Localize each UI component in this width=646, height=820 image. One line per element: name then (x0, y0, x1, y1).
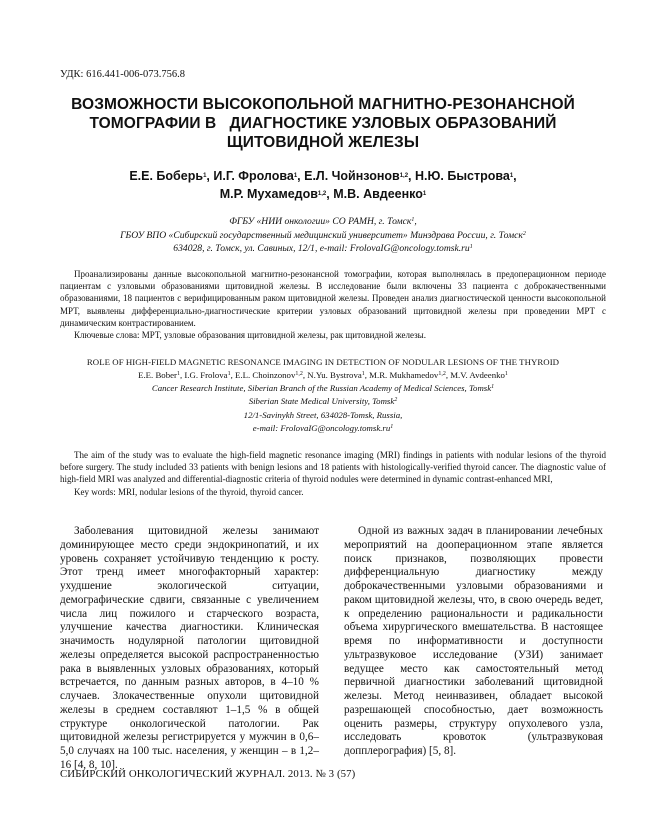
author-line-en: E.E. Bober$^1$, I.G. Frolova$^1$, E.L. Choinzonov$^{1,2}$, N.Yu. Bystrova$^1$, M.R. Mukhamedov$^{1,2}$, M.V. Avdeenko$^1$ (138, 370, 508, 380)
affiliation-text: 634028, г. Томск, ул. Савиных, 12/1, e-mail: FrolovaIG@oncology.tomsk.ru (173, 243, 470, 254)
author-list (40, 167, 606, 203)
title-en: ROLE OF HIGH-FIELD MAGNETIC RESONANCE IMAGING IN DETECTION OF NODULAR LESIONS OF THE THYROID (86, 357, 560, 367)
author-affiliation-mark: 1 (293, 173, 298, 179)
affiliation-mark: 2 (522, 230, 526, 237)
author-name-en: N.Yu. Bystrova (307, 370, 362, 380)
body-column-right (344, 525, 603, 759)
author-name: М.Р. Мухамедов (219, 187, 318, 201)
affiliation-text: Cancer Research Institute, Siberian Branch of the Russian Academy of Medical Sciences, Tomsk (151, 383, 492, 394)
affiliation-line (30, 229, 616, 243)
author-name: М.В. Авдеенко (333, 187, 423, 201)
author-affiliation-mark: 1,2 (317, 191, 327, 197)
body-paragraph: Одной из важных задач в планировании лечебных мероприятий на дооперационном этапе является поиск признаков, позволяющих провести дифференциальную диагностику между доброкачественными узловыми образованиями и раком щитовидной железы, что, в свою очередь ведет, к определению рациональности и радикальности объема хирургического вмешательства. В настоящее время по информативности и доступности ультразвуковое исследование (УЗИ) занимает ведущее место как самостоятельный метод первичной диагностики заболеваний щитовидной железы. Метод неинвазивен, обладает высокой разрешающей способностью, дает возможность оценить размеры, структуру опухолевого узла, исследовать кровоток (ультразвуковая допплерография) [5, 8]. (344, 525, 603, 757)
keywords-en: Key words: MRI, nodular lesions of the thyroid, thyroid cancer. (74, 486, 304, 497)
affiliation-text: Siberian State Medical University, Tomsk (248, 396, 395, 407)
abstract-ru (60, 268, 606, 341)
author-affiliation-mark: 1,2 (399, 173, 409, 179)
affiliation-line (30, 242, 616, 256)
author-name: Н.Ю. Быстрова (415, 169, 510, 183)
affiliation-en-line (40, 422, 606, 435)
author-affiliation-mark: 1,2 (295, 371, 303, 377)
author-affiliation-mark: 1,2 (438, 371, 446, 377)
body-column-left (60, 525, 319, 773)
affiliation-mark: 2 (394, 397, 398, 404)
author-name-en: I.G. Frolova (184, 370, 228, 380)
author-name: Е.Е. Боберь (129, 169, 204, 183)
author-affiliation-mark: 1 (361, 371, 365, 377)
author-line: Е.Е. Боберь$^1$, И.Г. Фролова$^1$, Е.Л. Чойнзонов$^{1,2}$, Н.Ю. Быстрова$^1$, (129, 169, 517, 183)
affiliation-text: ГБОУ ВПО «Сибирский государственный медицинский университет» Минздрава России, г. Томск (120, 229, 523, 241)
affiliation-en-line: 12/1-Savinykh Street, 634028-Tomsk, Russia, (243, 409, 403, 420)
author-line: М.Р. Мухамедов$^{1,2}$, М.В. Авдеенко$^1$ (219, 187, 427, 201)
abstract-en (60, 449, 606, 498)
affiliation-mark: 1 (469, 244, 473, 250)
author-affiliation-mark: 1 (504, 371, 508, 377)
article-title (40, 95, 606, 152)
title-line: ВОЗМОЖНОСТИ ВЫСОКОПОЛЬНОЙ МАГНИТНО-РЕЗОНАНСНОЙ (71, 96, 575, 113)
author-affiliation-mark: 1 (422, 191, 427, 197)
affiliation-text: e-mail: FrolovaIG@oncology.tomsk.ru (252, 422, 391, 433)
authors-affiliations-en (40, 369, 606, 435)
affiliation-en-line (40, 382, 606, 395)
author-affiliation-mark: 1 (227, 371, 231, 377)
body-paragraph: Заболевания щитовидной железы занимают доминирующее место среди эндокринопатий, и их уровень сохраняет устойчивую тенденцию к росту. Этот тренд имеет многофакторный характер: ухудшение экологической ситуации, демографические сдвиги, связанные с увеличением числа лиц пожилого и старческого возраста, улучшение качества диагностики. Клиническая значимость нодулярной патологии щитовидной железы определяется высокой распространенностью рака в выявленных узловых образованиях, который встречается, по данным разных авторов, в 4–10 % случаев. Злокачественные опухоли щитовидной железы в среднем составляют 1–1,5 % в общей структуре онкологической патологии. Рак щитовидной железы регистрируется у мужчин в 0,6–5,0 случаях на 100 тыс. населения, у женщин – в 1,2–16 [4, 8, 10]. (60, 525, 319, 771)
author-affiliation-mark: 1 (203, 173, 207, 179)
author-name-en: E.E. Bober (138, 370, 177, 380)
affiliation-mark: 1 (411, 217, 415, 223)
affiliation-mark: 1 (491, 384, 495, 391)
journal-footer: СИБИРСКИЙ ОНКОЛОГИЧЕСКИЙ ЖУРНАЛ. 2013. № 3 (57) (60, 768, 356, 780)
affiliations-ru (30, 215, 616, 256)
affiliation-text: ФГБУ «НИИ онкологии» СО РАМН, г. Томск (229, 216, 412, 227)
affiliation-en-line (40, 395, 606, 408)
udk-code: УДК: 616.441-006-073.756.8 (60, 69, 185, 80)
abstract-text: Проанализированы данные высокопольной магнитно-резонансной томографии, которая выполнялась в предоперационном периоде пациентам с узловыми образованиями щитовидной железы. В исследование были включены 33 пациента с доброкачественными образованиями, 18 пациентов с верифицированным раком щитовидной железы. Проведен анализ диагностической ценности высокопольной МРТ, выявлены дифференциально-диагностические критерии узловых образований щитовидной железы при проведении МРТ с динамическим контрастированием. (60, 269, 606, 328)
affiliation-line: ФГБУ «НИИ онкологии» СО РАМН, г. Томск$^1$, (229, 216, 417, 227)
title-line: ЩИТОВИДНОЙ ЖЕЛЕЗЫ (226, 134, 420, 151)
affiliation-mark: 1 (390, 423, 394, 430)
keywords-ru: Ключевые слова: МРТ, узловые образования щитовидной железы, рак щитовидной железы. (74, 330, 426, 341)
author-name: И.Г. Фролова (213, 169, 294, 183)
author-name-en: E.L. Choinzonov (235, 370, 296, 380)
author-affiliation-mark: 1 (176, 371, 180, 377)
author-affiliation-mark: 1 (509, 173, 514, 179)
author-name: Е.Л. Чойнзонов (304, 169, 400, 183)
author-name-en: M.R. Mukhamedov (369, 370, 439, 380)
abstract-text-en: The aim of the study was to evaluate the high-field magnetic resonance imaging (MRI) findings in patients with nodular lesions of the thyroid before surgery. The study included 33 patients with benign lesions and 18 patients with histologically-verified thyroid cancer. The diagnostic value of high-field MRI was analyzed and differential-diagnostic criteria of thyroid nodules were determined in dynamic contrast-enhanced MRI, (60, 450, 606, 485)
author-name-en: M.V. Avdeenko (450, 370, 505, 380)
title-line: ТОМОГРАФИИ В ДИАГНОСТИКЕ УЗЛОВЫХ ОБРАЗОВАНИЙ (89, 115, 557, 132)
